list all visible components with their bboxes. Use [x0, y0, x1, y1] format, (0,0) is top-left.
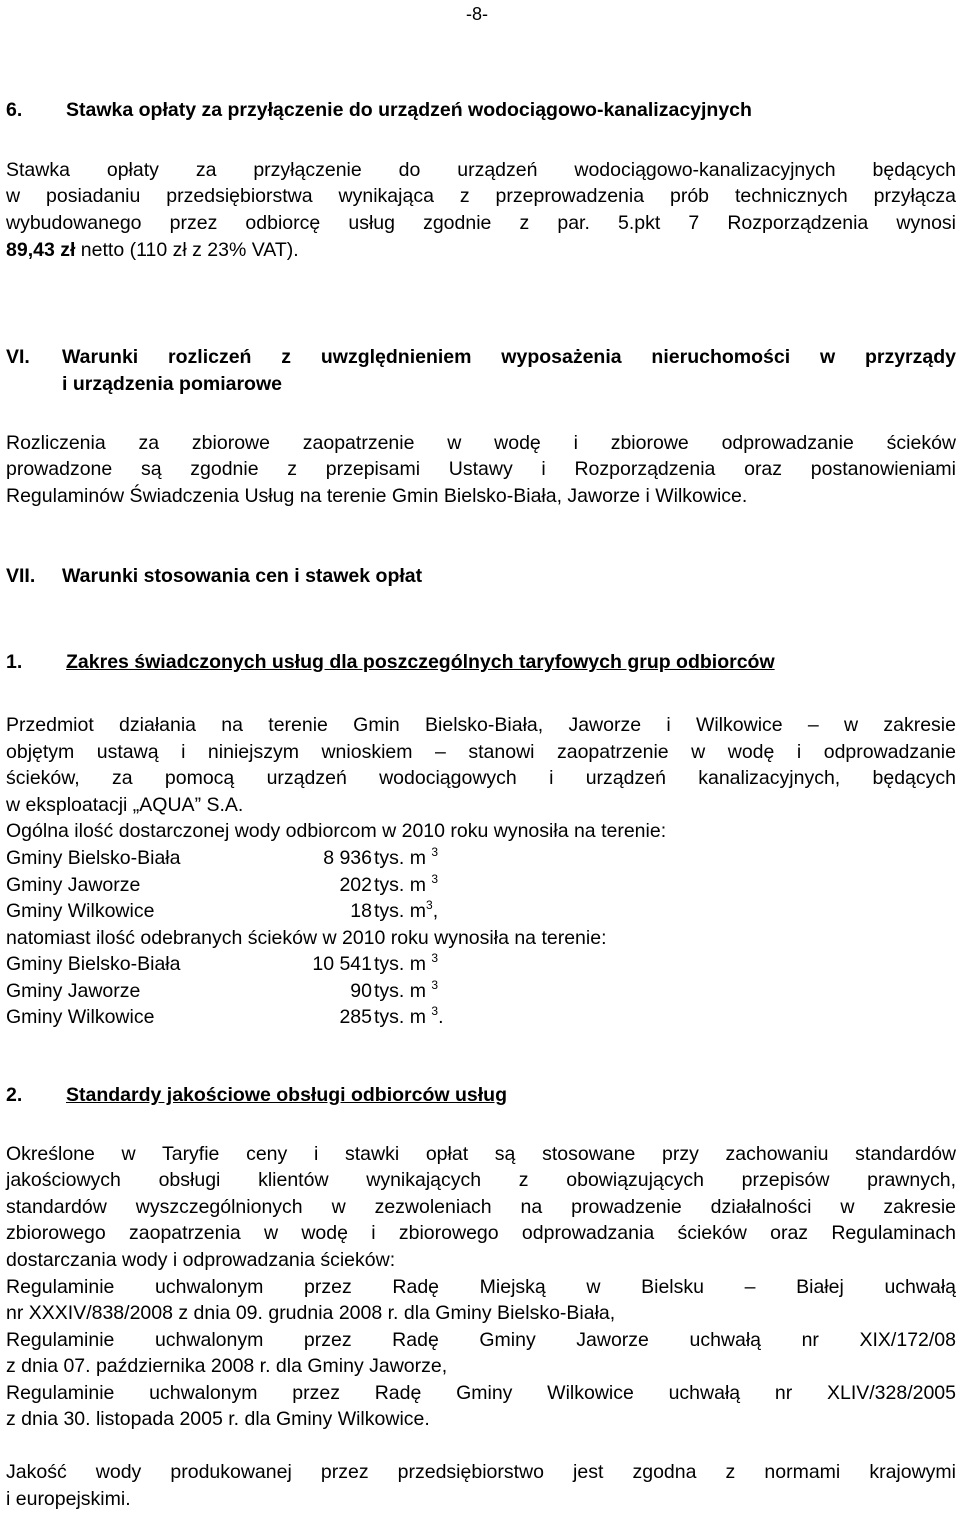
- table-row-value: 285: [339, 1006, 372, 1028]
- paragraph-line: jakościowych obsługi klientów wynikających z obowiązujących przepisów prawnych,: [6, 1169, 956, 1191]
- table-row-unit: tys. m $^3$: [374, 978, 439, 1002]
- regulation-line: z dnia 07. października 2008 r. dla Gminy Jaworze,: [6, 1355, 448, 1377]
- section-title-cont: i urządzenia pomiarowe: [62, 373, 282, 395]
- paragraph-line: Regulaminów Świadczenia Usług na terenie Gmin Bielsko-Biała, Jaworze i Wilkowice.: [6, 485, 748, 507]
- table-row-unit: tys. m $^3$: [374, 872, 439, 896]
- page-number: -8-: [466, 4, 488, 24]
- paragraph-line: i europejskimi.: [6, 1488, 131, 1510]
- paragraph-line: Rozliczenia za zbiorowe zaopatrzenie w wodę i zbiorowe odprowadzanie ścieków: [6, 432, 956, 454]
- paragraph-line: ścieków, za pomocą urządzeń wodociągowych i urządzeń kanalizacyjnych, będących: [6, 767, 956, 789]
- regulation-line: nr XXXIV/838/2008 z dnia 09. grudnia 2008 r. dla Gminy Bielsko-Biała,: [6, 1302, 616, 1324]
- subsection-number: 1.: [6, 651, 23, 673]
- paragraph-line: Jakość wody produkowanej przez przedsiębiorstwo jest zgodna z normami krajowymi: [6, 1461, 956, 1483]
- paragraph-line: dostarczania wody i odprowadzania ścieków:: [6, 1249, 396, 1271]
- paragraph-line: w posiadaniu przedsiębiorstwa wynikająca z przeprowadzenia prób technicznych przyłącza: [6, 185, 956, 207]
- paragraph-line: Przedmiot działania na terenie Gmin Bielsko-Biała, Jaworze i Wilkowice – w zakresie: [6, 714, 956, 736]
- regulation-line: Regulaminie uchwalonym przez Radę Gminy Wilkowice uchwałą nr XLIV/328/2005: [6, 1382, 956, 1404]
- paragraph-line: wybudowanego przez odbiorcę usług zgodnie z par. 5.pkt 7 Rozporządzenia wynosi: [6, 212, 956, 234]
- regulation-line: Regulaminie uchwalonym przez Radę Gminy Jaworze uchwałą nr XIX/172/08: [6, 1329, 956, 1351]
- paragraph-line: standardów wyszczególnionych w zezwoleniach na prowadzenie działalności w zakresie: [6, 1196, 956, 1218]
- regulation-line: z dnia 30. listopada 2005 r. dla Gminy Wilkowice.: [6, 1408, 430, 1430]
- table-row-value: 202: [339, 874, 372, 896]
- table-row-name: Gminy Jaworze: [6, 980, 141, 1002]
- table-row-unit: tys. m $^3$: [374, 951, 439, 975]
- section-title: Warunki stosowania cen i stawek opłat: [62, 565, 423, 587]
- paragraph-line: [6, 241, 299, 261]
- paragraph-line: w eksploatacji „AQUA” S.A.: [6, 794, 244, 816]
- section-number: VI.: [6, 346, 30, 368]
- fee-detail: netto (110 zł z 23% VAT).: [75, 239, 299, 261]
- water-intro: Ogólna ilość dostarczonej wody odbiorcom w 2010 roku wynosiła na terenie:: [6, 820, 667, 842]
- fee-amount: 89,43 zł: [6, 239, 76, 261]
- table-row-name: Gminy Bielsko-Biała: [6, 953, 181, 975]
- table-row-value: 90: [350, 980, 372, 1002]
- paragraph-line: objętym ustawą i niniejszym wnioskiem – stanowi zaopatrzenie w wodę i odprowadzanie: [6, 741, 956, 763]
- paragraph-line: zbiorowego zaopatrzenia w wodę i zbiorowego odprowadzania ścieków oraz Regulaminach: [6, 1222, 956, 1244]
- table-row-name: Gminy Wilkowice: [6, 900, 155, 922]
- regulation-line: Regulaminie uchwalonym przez Radę Miejską w Bielsku – Białej uchwałą: [6, 1276, 956, 1298]
- section-number: VII.: [6, 565, 36, 587]
- paragraph-line: Określone w Taryfie ceny i stawki opłat są stosowane przy zachowaniu standardów: [6, 1143, 956, 1165]
- paragraph-line: Stawka opłaty za przyłączenie do urządzeń wodociągowo-kanalizacyjnych będących: [6, 159, 956, 181]
- section-title: Warunki rozliczeń z uwzględnieniem wyposażenia nieruchomości w przyrządy: [62, 346, 956, 368]
- table-row-name: Gminy Wilkowice: [6, 1006, 155, 1028]
- section-number: 6.: [6, 99, 23, 121]
- table-row-name: Gminy Jaworze: [6, 874, 141, 896]
- table-row-value: 10 541: [312, 953, 372, 975]
- table-row-unit: tys. $m^3$,: [374, 898, 439, 922]
- subsection-title: Standardy jakościowe obsługi odbiorców usług: [66, 1084, 507, 1106]
- table-row-value: 8 936: [323, 847, 372, 869]
- table-row-unit: tys. m $^3$.: [374, 1004, 444, 1028]
- subsection-number: 2.: [6, 1084, 23, 1106]
- subsection-title: Zakres świadczonych usług dla poszczególnych taryfowych grup odbiorców: [66, 651, 775, 673]
- table-row-name: Gminy Bielsko-Biała: [6, 847, 181, 869]
- paragraph-line: prowadzone są zgodnie z przepisami Ustawy i Rozporządzenia oraz postanowieniami: [6, 458, 956, 480]
- table-row-unit: tys. m $^3$: [374, 845, 439, 869]
- table-row-value: 18: [350, 900, 372, 922]
- sewage-intro: natomiast ilość odebranych ścieków w 2010 roku wynosiła na terenie:: [6, 927, 607, 949]
- section-title: Stawka opłaty za przyłączenie do urządzeń wodociągowo-kanalizacyjnych: [66, 99, 752, 121]
